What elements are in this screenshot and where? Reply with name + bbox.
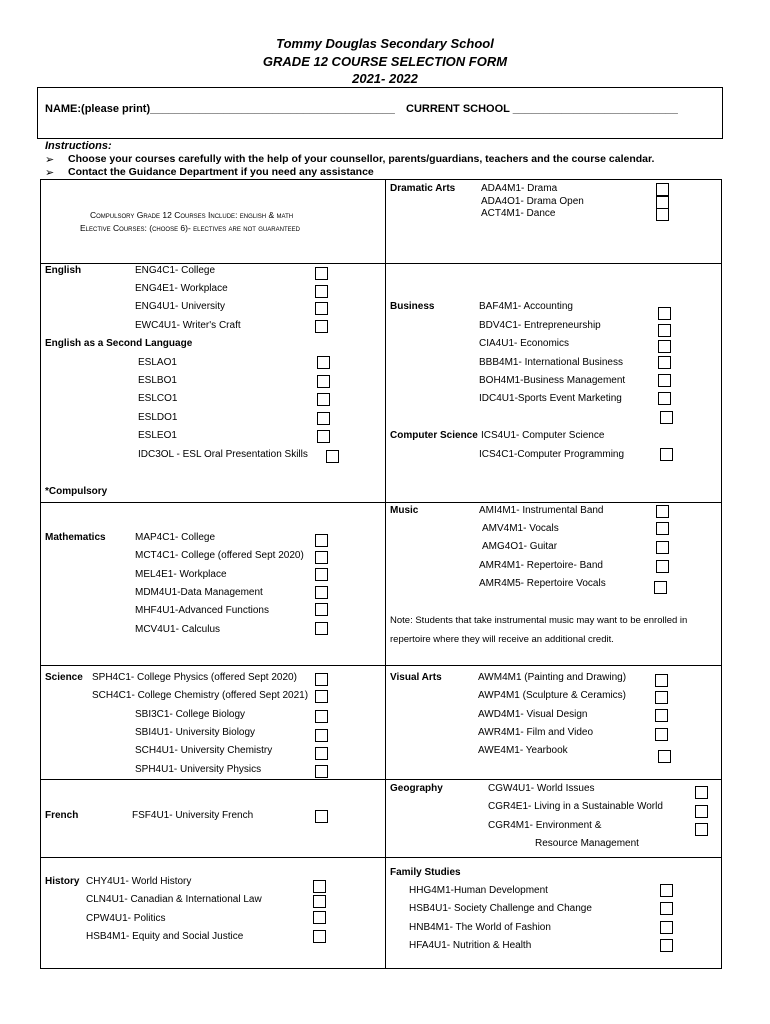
- checkbox[interactable]: [660, 884, 673, 897]
- course-baf4m1: BAF4M1- Accounting: [479, 301, 573, 312]
- arrow-icon: ➢: [45, 154, 55, 166]
- arrow-icon: ➢: [45, 167, 55, 179]
- course-cgr4m1: CGR4M1- Environment &: [488, 820, 602, 831]
- checkbox[interactable]: [326, 450, 339, 463]
- course-idc3ol: IDC3OL - ESL Oral Presentation Skills: [138, 449, 308, 460]
- checkbox[interactable]: [656, 505, 669, 518]
- course-map4c1: MAP4C1- College: [135, 532, 216, 543]
- checkbox[interactable]: [658, 307, 671, 320]
- music-note-line1: Note: Students that take instrumental music may want to be enrolled in: [390, 615, 688, 626]
- course-sch4c1: SCH4C1- College Chemistry (offered Sept 2021): [92, 690, 309, 701]
- checkbox[interactable]: [660, 448, 673, 461]
- row-divider: [40, 857, 722, 858]
- course-sbi4u1: SBI4U1- University Biology: [135, 727, 256, 738]
- checkbox[interactable]: [658, 750, 671, 763]
- business-label: Business: [390, 301, 435, 312]
- checkbox[interactable]: [315, 747, 328, 760]
- dramatic-arts-label: Dramatic Arts: [390, 183, 456, 194]
- course-awe4m1: AWE4M1- Yearbook: [478, 745, 568, 756]
- checkbox[interactable]: [315, 690, 328, 703]
- course-eng4u1: ENG4U1- University: [135, 301, 226, 312]
- checkbox[interactable]: [695, 805, 708, 818]
- checkbox[interactable]: [660, 921, 673, 934]
- checkbox[interactable]: [315, 603, 328, 616]
- checkbox[interactable]: [658, 356, 671, 369]
- course-sph4c1: SPH4C1- College Physics (offered Sept 2020): [92, 672, 297, 683]
- course-ics4u1: ICS4U1- Computer Science: [481, 430, 605, 441]
- checkbox[interactable]: [656, 522, 669, 535]
- course-sch4u1: SCH4U1- University Chemistry: [135, 745, 273, 756]
- course-sph4u1: SPH4U1- University Physics: [135, 764, 262, 775]
- compulsory-note: *Compulsory: [45, 486, 108, 497]
- checkbox[interactable]: [655, 728, 668, 741]
- row-divider: [40, 779, 722, 780]
- course-mdm4u1: MDM4U1-Data Management: [135, 587, 263, 598]
- name-field[interactable]: NAME:(please print)________________________________________: [45, 103, 395, 115]
- elective-courses-note: Elective Courses: (choose 6)- electives are not guaranteed: [80, 223, 300, 233]
- checkbox[interactable]: [315, 534, 328, 547]
- checkbox[interactable]: [658, 374, 671, 387]
- course-chy4u1: CHY4U1- World History: [86, 876, 192, 887]
- english-label: English: [45, 265, 82, 276]
- course-ics4c1: ICS4C1-Computer Programming: [479, 449, 625, 460]
- table-bottom-border: [40, 968, 722, 969]
- course-hsb4m1: HSB4M1- Equity and Social Justice: [86, 931, 244, 942]
- course-awp4m1: AWP4M1 (Sculpture & Ceramics): [478, 690, 626, 701]
- checkbox[interactable]: [660, 939, 673, 952]
- checkbox[interactable]: [315, 710, 328, 723]
- course-mct4c1: MCT4C1- College (offered Sept 2020): [135, 550, 304, 561]
- music-note-line2: repertoire where they will receive an additional credit.: [390, 634, 614, 645]
- course-bdv4c1: BDV4C1- Entrepreneurship: [479, 320, 601, 331]
- esl-label: English as a Second Language: [45, 338, 193, 349]
- course-hfa4u1: HFA4U1- Nutrition & Health: [409, 940, 532, 951]
- checkbox[interactable]: [313, 930, 326, 943]
- course-awm4m1: AWM4M1 (Painting and Drawing): [478, 672, 627, 683]
- checkbox[interactable]: [660, 411, 673, 424]
- checkbox[interactable]: [317, 375, 330, 388]
- table-center-border: [385, 179, 386, 969]
- course-esleo1: ESLEO1: [138, 430, 177, 441]
- course-eslco1: ESLCO1: [138, 393, 178, 404]
- course-ada4m1: ADA4M1- Drama: [481, 183, 558, 194]
- course-sbi3c1: SBI3C1- College Biology: [135, 709, 246, 720]
- row-divider: [40, 263, 722, 264]
- checkbox[interactable]: [315, 267, 328, 280]
- course-ewc4u1: EWC4U1- Writer's Craft: [135, 320, 241, 331]
- course-eng4e1: ENG4E1- Workplace: [135, 283, 228, 294]
- course-mcv4u1: MCV4U1- Calculus: [135, 624, 221, 635]
- visual-arts-label: Visual Arts: [390, 672, 442, 683]
- school-title: Tommy Douglas Secondary School: [276, 36, 494, 51]
- course-cia4u1: CIA4U1- Economics: [479, 338, 570, 349]
- course-cgw4u1: CGW4U1- World Issues: [488, 783, 595, 794]
- course-hhg4m1: HHG4M1-Human Development: [409, 885, 548, 896]
- course-hnb4m1: HNB4M1- The World of Fashion: [409, 922, 551, 933]
- checkbox[interactable]: [654, 581, 667, 594]
- checkbox[interactable]: [655, 709, 668, 722]
- row-divider: [40, 502, 722, 503]
- checkbox[interactable]: [656, 208, 669, 221]
- checkbox[interactable]: [315, 551, 328, 564]
- checkbox[interactable]: [315, 765, 328, 778]
- form-title: GRADE 12 COURSE SELECTION FORM: [262, 54, 508, 69]
- checkbox[interactable]: [313, 911, 326, 924]
- course-act4m1: ACT4M1- Dance: [481, 208, 556, 219]
- row-divider: [40, 665, 722, 666]
- table-top-border: [40, 179, 722, 180]
- checkbox[interactable]: [315, 673, 328, 686]
- course-eslao1: ESLAO1: [138, 357, 177, 368]
- course-ami4m1: AMI4M1- Instrumental Band: [479, 505, 604, 516]
- geography-label: Geography: [390, 783, 443, 794]
- school-year: 2021- 2022: [352, 71, 418, 86]
- course-ada4o1: ADA4O1- Drama Open: [481, 196, 584, 207]
- french-label: French: [45, 810, 79, 821]
- computer-science-label: Computer Science: [390, 430, 478, 441]
- checkbox[interactable]: [315, 729, 328, 742]
- course-cgr4e1: CGR4E1- Living in a Sustainable World: [488, 801, 663, 812]
- music-label: Music: [390, 505, 419, 516]
- checkbox[interactable]: [315, 320, 328, 333]
- course-hsb4u1: HSB4U1- Society Challenge and Change: [409, 903, 592, 914]
- mathematics-label: Mathematics: [45, 532, 106, 543]
- course-awd4m1: AWD4M1- Visual Design: [478, 709, 588, 720]
- checkbox[interactable]: [658, 324, 671, 337]
- course-fsf4u1: FSF4U1- University French: [132, 810, 254, 821]
- checkbox[interactable]: [317, 356, 330, 369]
- course-cpw4u1: CPW4U1- Politics: [86, 913, 166, 924]
- course-amv4m1: AMV4M1- Vocals: [482, 523, 559, 534]
- table-right-border: [721, 179, 722, 969]
- checkbox[interactable]: [656, 541, 669, 554]
- checkbox[interactable]: [317, 412, 330, 425]
- checkbox[interactable]: [315, 586, 328, 599]
- compulsory-courses-note: Compulsory Grade 12 Courses Include: english & math: [90, 210, 294, 220]
- checkbox[interactable]: [658, 392, 671, 405]
- checkbox[interactable]: [656, 560, 669, 573]
- course-amr4m1: AMR4M1- Repertoire- Band: [479, 560, 603, 571]
- checkbox[interactable]: [660, 902, 673, 915]
- course-eslbo1: ESLBO1: [138, 375, 177, 386]
- checkbox[interactable]: [695, 823, 708, 836]
- instruction-1: Choose your courses carefully with the help of your counsellor, parents/guardians, teachers and the course calendar.: [68, 153, 655, 165]
- course-mhf4u1: MHF4U1-Advanced Functions: [135, 605, 269, 616]
- checkbox[interactable]: [695, 786, 708, 799]
- course-boh4m1: BOH4M1-Business Management: [479, 375, 626, 386]
- checkbox[interactable]: [317, 393, 330, 406]
- checkbox[interactable]: [315, 302, 328, 315]
- checkbox[interactable]: [315, 622, 328, 635]
- course-amr4m5: AMR4M5- Repertoire Vocals: [479, 578, 606, 589]
- checkbox[interactable]: [317, 430, 330, 443]
- checkbox[interactable]: [313, 895, 326, 908]
- course-amg4o1: AMG4O1- Guitar: [482, 541, 558, 552]
- current-school-field[interactable]: CURRENT SCHOOL ___________________________: [406, 103, 678, 115]
- course-mel4e1: MEL4E1- Workplace: [135, 569, 227, 580]
- checkbox[interactable]: [658, 340, 671, 353]
- history-label: History: [45, 876, 80, 887]
- checkbox[interactable]: [313, 880, 326, 893]
- course-bbb4m1: BBB4M1- International Business: [479, 357, 623, 368]
- checkbox[interactable]: [655, 691, 668, 704]
- course-idc4u1: IDC4U1-Sports Event Marketing: [479, 393, 622, 404]
- course-cgr4m1-cont: Resource Management: [535, 838, 639, 849]
- checkbox[interactable]: [656, 183, 669, 196]
- course-awr4m1: AWR4M1- Film and Video: [478, 727, 594, 738]
- checkbox[interactable]: [315, 285, 328, 298]
- checkbox[interactable]: [655, 674, 668, 687]
- course-eng4c1: ENG4C1- College: [135, 265, 216, 276]
- checkbox[interactable]: [315, 568, 328, 581]
- family-studies-label: Family Studies: [390, 867, 461, 878]
- checkbox[interactable]: [315, 810, 328, 823]
- instruction-2: Contact the Guidance Department if you need any assistance: [68, 166, 374, 178]
- course-cln4u1: CLN4U1- Canadian & International Law: [86, 894, 262, 905]
- instructions-title: Instructions:: [45, 140, 112, 152]
- table-left-border: [40, 179, 41, 969]
- science-label: Science: [45, 672, 83, 683]
- course-esldo1: ESLDO1: [138, 412, 178, 423]
